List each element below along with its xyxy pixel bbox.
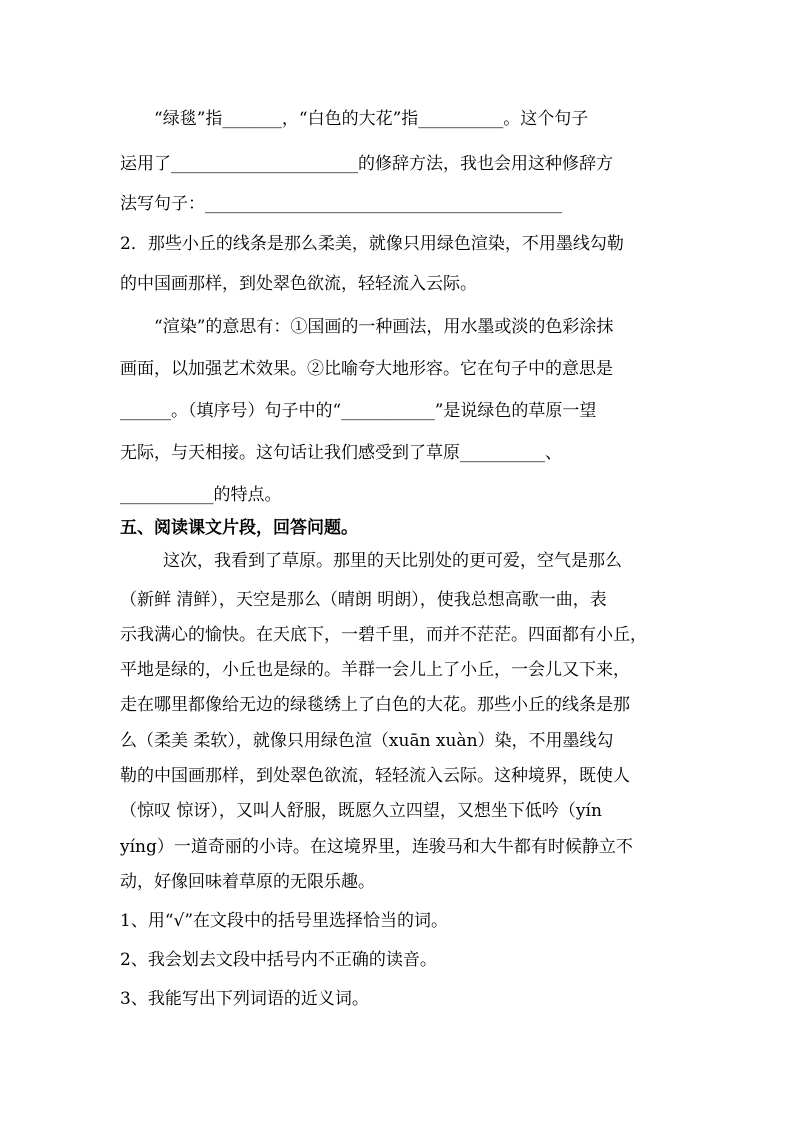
text-line: 平地是绿的，小丘也是绿的。羊群一会儿上了小丘，一会儿又下来， <box>120 660 630 680</box>
text-line: 勒的中国画那样，到处翠色欲流，轻轻流入云际。这种境界，既使人 <box>120 766 630 786</box>
text-line: 的中国画那样，到处翠色欲流，轻轻流入云际。 <box>120 274 477 294</box>
text-line: 无际，与天相接。这句话让我们感受到了草原__________、 <box>120 443 562 463</box>
question-2: 2、我会划去文段中括号内不正确的读音。 <box>120 950 437 970</box>
text-line: 么（柔美 柔软），就像只用绿色渲（xuān xuàn）染，不用墨线勾 <box>120 731 614 751</box>
text-line: （惊叹 惊讶），又叫人舒服，既愿久立四望，又想坐下低吟（yín <box>120 801 602 821</box>
text-line: 运用了______________________的修辞方法，我也会用这种修辞方 <box>120 154 613 174</box>
question-3: 3、我能写出下列词语的近义词。 <box>120 989 369 1009</box>
text-line: 画面，以加强艺术效果。②比喻夸大地形容。它在句子中的意思是 <box>120 359 613 379</box>
text-line: 动，好像回味着草原的无限乐趣。 <box>120 872 375 892</box>
text-line: （新鲜 清鲜），天空是那么（晴朗 明朗），使我总想高歌一曲，表 <box>120 590 607 610</box>
text-line: yíng）一道奇丽的小诗。在这境界里，连骏马和大牛都有时候静立不 <box>120 837 633 857</box>
text-line: ______。（填序号）句子中的“___________”是说绿色的草原一望 <box>120 401 597 421</box>
text-line: 走在哪里都像给无边的绿毯绣上了白色的大花。那些小丘的线条是那 <box>120 695 630 715</box>
text-line: 法写句子：__________________________________________ <box>120 194 562 214</box>
section-heading: 五、阅读课文片段，回答问题。 <box>120 518 358 538</box>
text-line: 这次，我看到了草原。那里的天比别处的更可爱，空气是那么 <box>163 551 622 571</box>
text-line: 示我满心的愉快。在天底下，一碧千里，而并不茫茫。四面都有小丘， <box>120 625 647 645</box>
text-line: “渲染”的意思有：①国画的一种画法，用水墨或淡的色彩涂抹 <box>154 317 614 337</box>
question-1: 1、用“√”在文段中的括号里选择恰当的词。 <box>120 911 449 931</box>
text-line: “绿毯”指_______，“白色的大花”指__________。这个句子 <box>154 109 589 129</box>
text-line: 2．那些小丘的线条是那么柔美，就像只用绿色渲染，不用墨线勾勒 <box>120 234 624 254</box>
text-line: ___________的特点。 <box>120 485 282 505</box>
